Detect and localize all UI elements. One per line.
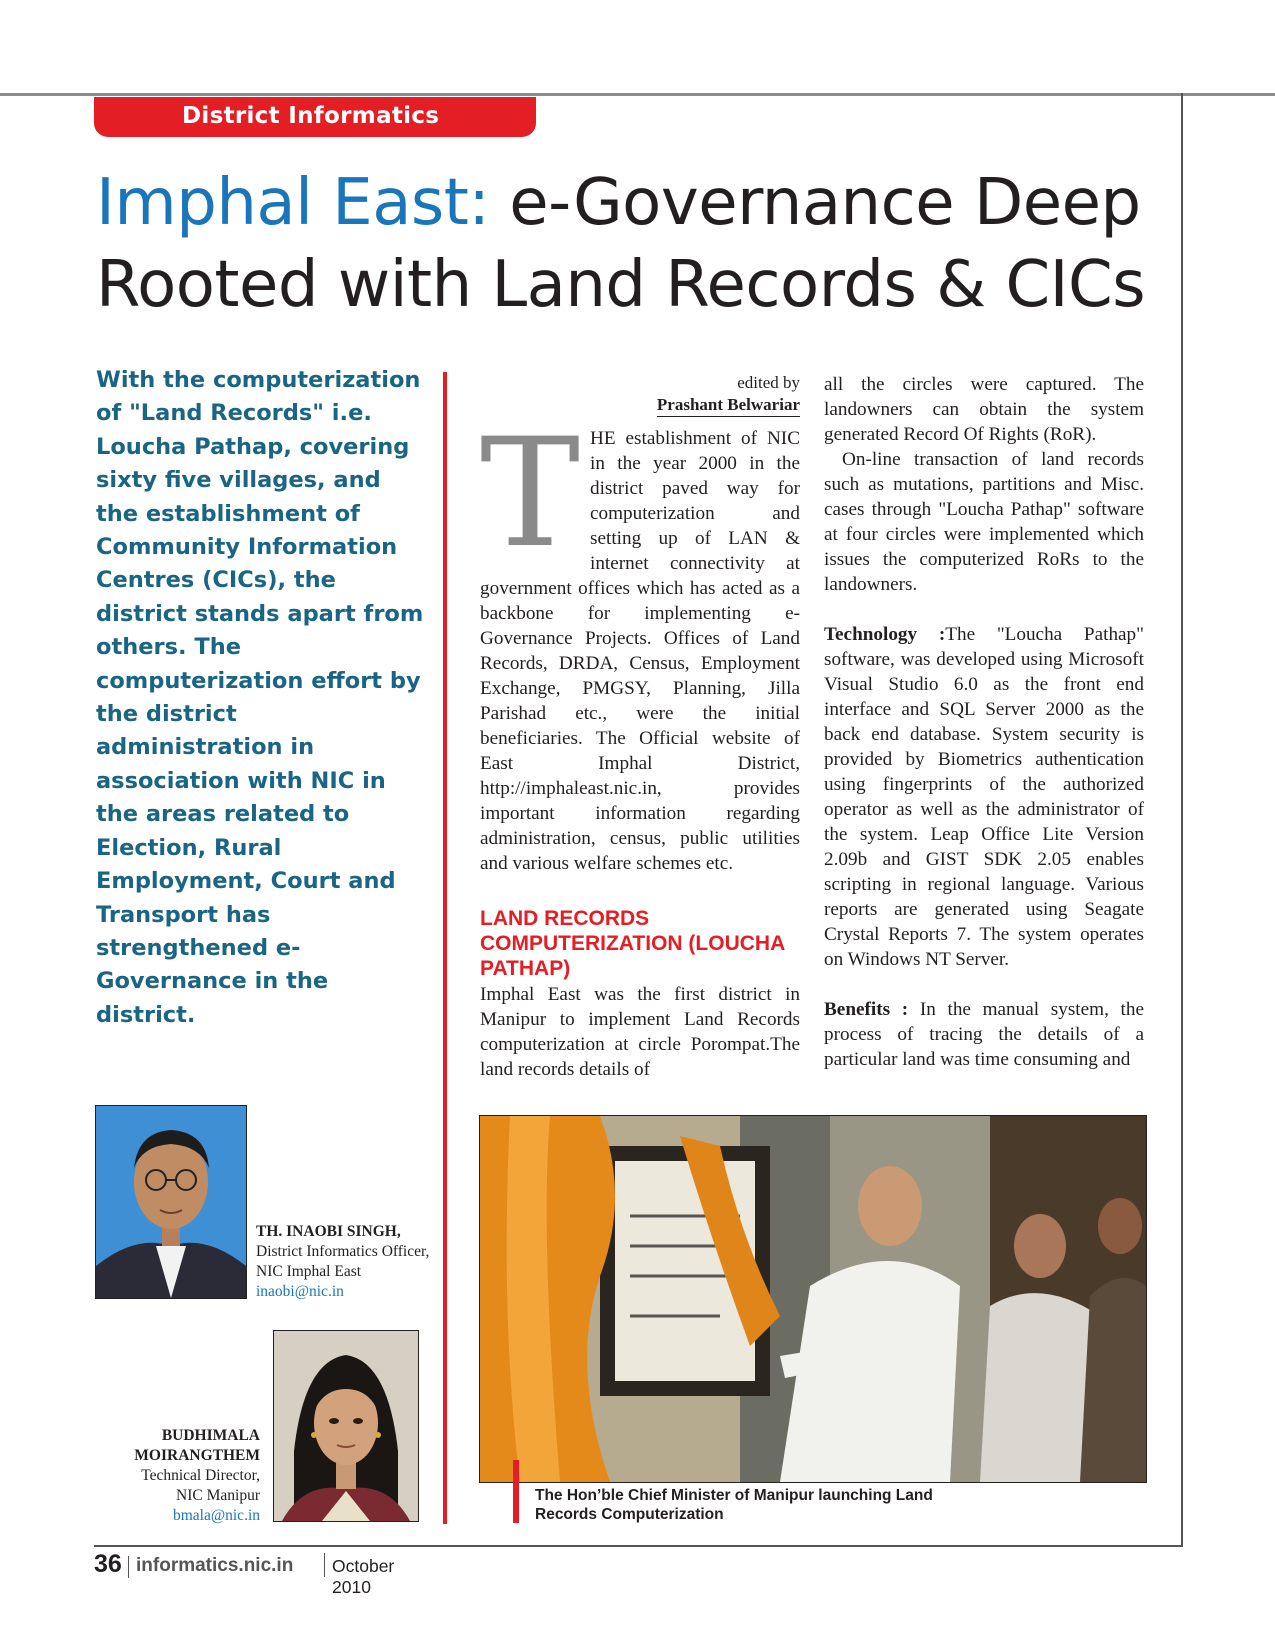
author-role: Technical Director, NIC Manipur	[141, 1467, 260, 1504]
author-name: BUDHIMALA MOIRANGTHEM	[134, 1427, 260, 1464]
footer-date: October 2010	[332, 1556, 395, 1597]
editor-label: edited by	[737, 373, 800, 392]
footer-divider	[324, 1553, 325, 1577]
article-column-1	[480, 372, 800, 1082]
intro-standfirst: With the computerization of "Land Records" i.e. Loucha Pathap, covering sixty five villages, and the establishment of Community Information Centres (CICs), the district stands apart from others. The computerization effort by the district administration in association with NIC in the areas related to Election, Rural Employment, Court and Transport has strengthened e-Governance in the district.	[96, 367, 424, 1028]
land-records-paragraph-continued: all the circles were captured. The landowners can obtain the system generated Record Of Rights (RoR).	[824, 374, 1144, 445]
author-email: inaobi@nic.in	[256, 1283, 344, 1300]
benefits-paragraph	[824, 997, 1144, 1072]
headline-line2: Rooted with Land Records & CICs	[96, 248, 1146, 322]
author-email: bmala@nic.in	[172, 1507, 260, 1524]
editor-name: Prashant Belwariar	[657, 395, 800, 417]
author-bio-budhimala	[130, 1426, 260, 1526]
headline	[96, 162, 1176, 326]
author-role: District Informatics Officer, NIC Imphal East	[256, 1243, 430, 1280]
lead-paragraph-block	[480, 407, 800, 876]
technology-paragraph	[824, 622, 1144, 972]
benefits-heading: Benefits :	[824, 999, 909, 1020]
page-number: 36	[94, 1550, 122, 1578]
column-divider	[443, 372, 447, 1524]
top-rule	[0, 93, 1275, 96]
portrait-man-image	[96, 1106, 246, 1298]
technology-heading: Technology :	[824, 624, 946, 645]
section-tab	[94, 97, 536, 137]
author-photo-budhimala	[273, 1330, 419, 1522]
launch-event-photo	[479, 1115, 1147, 1483]
technology-text: The "Loucha Pathap" software, was developed using Microsoft Visual Studio 6.0 as the front end interface and SQL Server 2000 as the back end database. System security is provided by Biometrics authentication using fingerprints of the authorized operator as well as the administrator of the system. Leap Office Lite Version 2.09b and GIST SDK 2.05 enables scripting in regional language. Various reports are generated using Seagate Crystal Reports 7. The system operates on Windows NT Server.	[824, 624, 1144, 970]
section-tab-label: District Informatics	[182, 103, 440, 129]
lead-paragraph: HE establishment of NIC in the year 2000 in the district paved way for computerization and setting up of LAN & internet connectivity at government offices which has acted as a backbone for implementing e-Governance Projects. Offices of Land Records, DRDA, Census, Employment Exchange, PMGSY, Planning, Jilla Parishad etc., were the initial beneficiaries. The Official website of East Imphal District, http://imphaleast.nic.in, provides important information regarding administration, census, public utilities and various welfare schemes etc.	[480, 428, 800, 874]
bottom-rule	[94, 1545, 1183, 1547]
online-transactions-paragraph: On-line transaction of land records such as mutations, partitions and Misc. cases through "Loucha Pathap" software at four circles were implemented which issues the computerized RoRs to the landowners.	[824, 449, 1144, 595]
benefits-text: In the manual system, the process of tracing the details of a particular land was time consuming and	[824, 999, 1144, 1070]
author-bio-inaobi	[256, 1222, 456, 1302]
launch-ceremony-image	[480, 1116, 1146, 1482]
drop-cap: T	[480, 407, 581, 581]
caption-marker	[513, 1460, 519, 1523]
author-name: TH. INAOBI SINGH,	[256, 1223, 401, 1240]
author-photo-inaobi	[95, 1105, 247, 1299]
footer-divider	[128, 1556, 129, 1578]
photo-caption: The Hon’ble Chief Minister of Manipur launching Land Records Computerization	[535, 1487, 933, 1523]
headline-place: Imphal East:	[96, 166, 490, 240]
headline-line1: e-Governance Deep	[489, 166, 1141, 240]
footer-site: informatics.nic.in	[136, 1555, 294, 1576]
portrait-woman-image	[274, 1331, 418, 1521]
subhead-land-records: LAND RECORDS COMPUTERIZATION (LOUCHA PATHAP)	[480, 907, 785, 980]
right-rule	[1181, 93, 1183, 1547]
article-column-2	[824, 372, 1144, 1072]
land-records-paragraph: Imphal East was the first district in Manipur to implement Land Records computerization at circle Porompat.The land records details of	[480, 984, 800, 1080]
